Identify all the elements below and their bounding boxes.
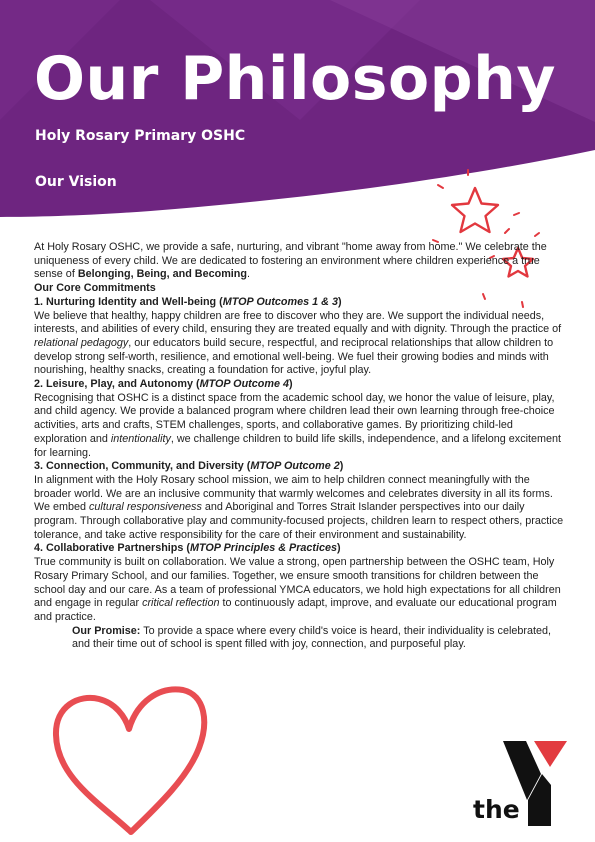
page-subtitle: Holy Rosary Primary OSHC	[35, 128, 246, 144]
commitment-heading: 4. Collaborative Partnerships (MTOP Principles & Practices)	[34, 542, 341, 555]
commitment-text: In alignment with the Holy Rosary school mission, we aim to help children connect meaningfully with the broader world. We are an inclusive community that warmly welcomes and celebrates diversity in all its forms. We embed cultural responsiveness and Aboriginal and Torres Strait Islander perspectives into our daily program. Through collaborative play and community-focused projects, children learn to respect others, practice tolerance, and take active responsibility for the care of their environment and sustainability.	[34, 473, 564, 541]
commitment-text: Recognising that OSHC is a distinct space from the academic school day, we honor the value of leisure, play, and child agency. We provide a balanced program where children lead their own learning through free-choice activities, arts and crafts, STEM challenges, sports, and collaborative games. By prioritizing child-led exploration and intentionality, we challenge children to build life skills, independence, and a lifelong excitement for learning.	[34, 391, 562, 459]
promise-paragraph: Our Promise: To provide a space where every child's voice is heard, their individuality is celebrated, and their time out of school is spent filled with joy, connection, and purposeful play.	[72, 624, 551, 651]
section-heading-vision: Our Vision	[35, 174, 117, 190]
core-commitments-heading: Our Core Commitments	[34, 282, 156, 295]
large-star-icon	[452, 188, 498, 232]
logo-word-the: the	[473, 795, 520, 824]
commitment-heading: 1. Nurturing Identity and Well-being (MTOP Outcomes 1 & 3)	[34, 295, 342, 308]
heart-icon	[43, 672, 213, 842]
commitment-text: We believe that healthy, happy children are free to discover who they are. We support the individual needs, interests, and abilities of every child, ensuring they are treated equally and with dignity. Through the practice of relational pedagogy, our educators build secure, respectful, and reciprocal relationships that allow children to develop strong self-worth, resilience, and emotional well-being. We fuel their growing bodies and minds with nourishing, healthy snacks, creating a foundation for active, joyful play.	[34, 309, 562, 377]
commitment-text: True community is built on collaboration. We value a strong, open partnership between the OSHC team, Holy Rosary Primary School, and our families. Together, we ensure smooth transitions for children between the school day and our care. As a team of professional YMCA educators, we hold high expectations for all children and engage in regular critical reflection to continuously adapt, improve, and evaluate our educational program and practice.	[34, 556, 561, 623]
intro-paragraph: At Holy Rosary OSHC, we provide a safe, nurturing, and vibrant "home away from home." We celebrate the uniqueness of every child. We are dedicated to fostering an environment where children experience a true sense of Belonging, Being, and Becoming.	[34, 241, 547, 281]
body-text	[34, 241, 564, 652]
page-title: Our Philosophy	[34, 44, 556, 114]
commitment-heading: 3. Connection, Community, and Diversity (MTOP Outcome 2)	[34, 460, 344, 473]
commitment-heading: 2. Leisure, Play, and Autonomy (MTOP Outcome 4)	[34, 378, 293, 391]
